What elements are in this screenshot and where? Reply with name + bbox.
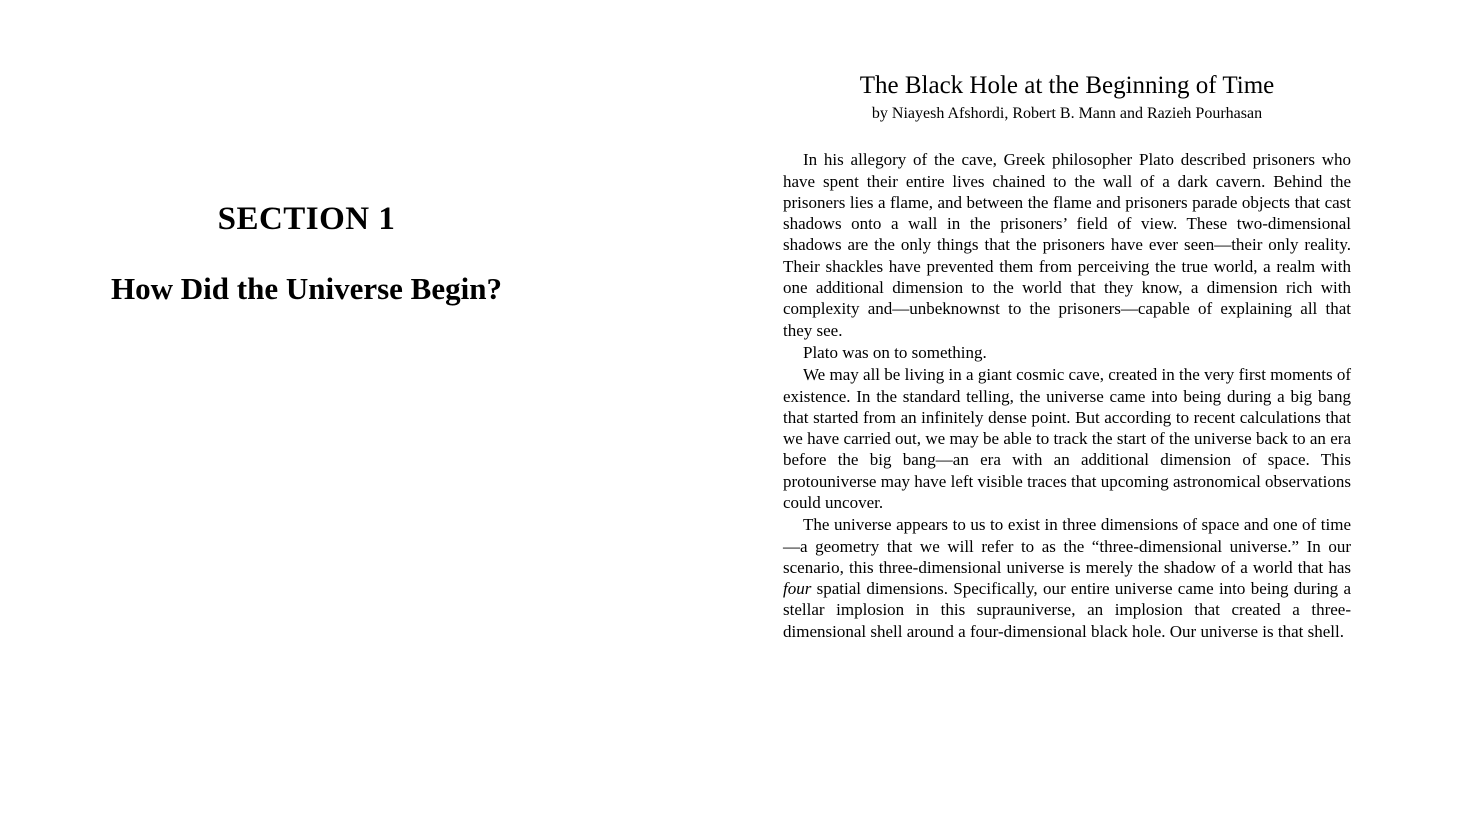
article-byline: by Niayesh Afshordi, Robert B. Mann and Razieh Pourhasan <box>871 105 1263 123</box>
right-page <box>735 0 1471 816</box>
body-paragraph: We may all be living in a giant cosmic cave, created in the very first moments of existence. In the standard telling, the universe came into being during a big bang that started from an infinitely dense point. But according to recent calculations that we have carried out, we may be able to track the start of the universe back to an era before the big bang—an era with an additional dimension of space. This protouniverse may have left visible traces that upcoming astronomical observations could uncover. <box>783 365 1351 512</box>
body-paragraph: Plato was on to something. <box>803 342 987 362</box>
body-paragraph: In his allegory of the cave, Greek philosopher Plato described prisoners who have spent their entire lives chained to the wall of a dark cavern. Behind the prisoners lies a flame, and between the flame and prisoners parade objects that cast shadows onto a wall in the prisoners’ field of view. These two-dimensional shadows are the only things that the prisoners have ever seen—their only reality. Their shackles have prevented them from perceiving the true world, a realm with one additional dimension to the world that they know, a dimension rich with complexity and—unbeknownst to the prisoners—capable of explaining all that they see. <box>783 150 1351 340</box>
section-title: How Did the Universe Begin? <box>111 271 502 306</box>
final-paragraph-emphasis: four <box>783 579 812 599</box>
article-body <box>783 149 1351 642</box>
left-page <box>0 0 735 816</box>
section-label: SECTION 1 <box>217 201 396 237</box>
final-paragraph-part1: The universe appears to us to exist in three dimensions of space and one of time—a geometry that we will refer to as the “three-dimensional universe.” In our scenario, this three-dimensional universe is merely the shadow of a world that has <box>783 515 1351 577</box>
article-title: The Black Hole at the Beginning of Time <box>859 72 1275 99</box>
final-paragraph-part2: spatial dimensions. Specifically, our entire universe came into being during a stellar implosion in this suprauniverse, an implosion that created a three-dimensional shell around a four-dimensional black hole. Our universe is that shell. <box>783 579 1351 641</box>
article <box>783 70 1351 642</box>
body-paragraph-final <box>783 514 1351 642</box>
